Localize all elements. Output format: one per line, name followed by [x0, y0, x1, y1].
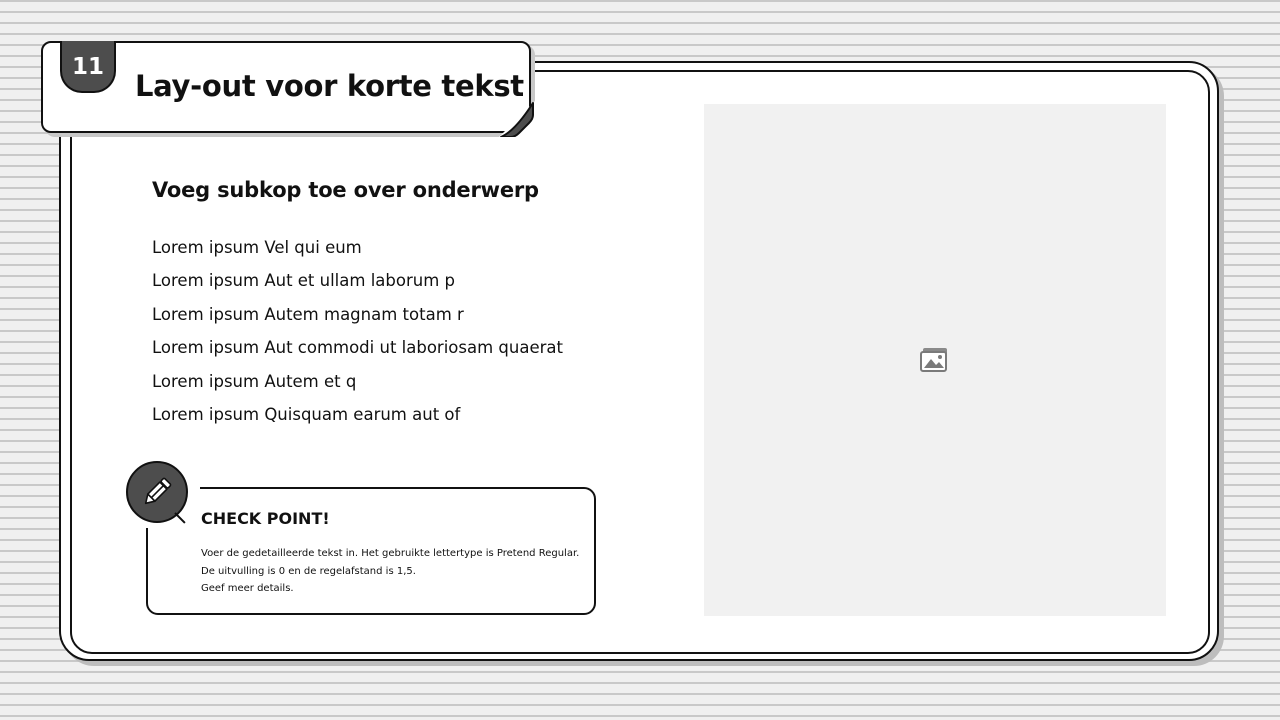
list-item: Lorem ipsum Aut et ullam laborum p	[152, 271, 455, 291]
pencil-badge	[126, 461, 188, 523]
slide-title: Lay-out voor korte tekst	[135, 69, 524, 103]
subheading: Voeg subkop toe over onderwerp	[152, 178, 539, 202]
checkpoint-line: Voer de gedetailleerde tekst in. Het gebruikte lettertype is Pretend Regular.	[201, 548, 580, 559]
slide-number-badge: 11	[60, 41, 116, 93]
image-placeholder[interactable]	[704, 104, 1166, 616]
page-curl-icon	[499, 101, 535, 137]
list-item: Lorem ipsum Quisquam earum aut of	[152, 404, 461, 424]
checkpoint-line: De uitvulling is 0 en de regelafstand is 1,5.	[201, 565, 416, 577]
list-item: Lorem ipsum Autem magnam totam r	[152, 304, 464, 324]
list-item: Lorem ipsum Vel qui eum	[152, 238, 362, 257]
checkpoint-title: CHECK POINT!	[201, 509, 330, 528]
pencil-icon	[138, 473, 176, 511]
body-text-list	[152, 236, 563, 436]
title-tab	[41, 41, 531, 133]
checkpoint-text	[201, 545, 579, 598]
checkpoint-line: Geef meer details.	[201, 583, 294, 594]
image-icon	[920, 347, 950, 373]
list-item: Lorem ipsum Autem et q	[152, 371, 357, 391]
list-item: Lorem ipsum Aut commodi ut laboriosam quaerat	[152, 338, 563, 358]
